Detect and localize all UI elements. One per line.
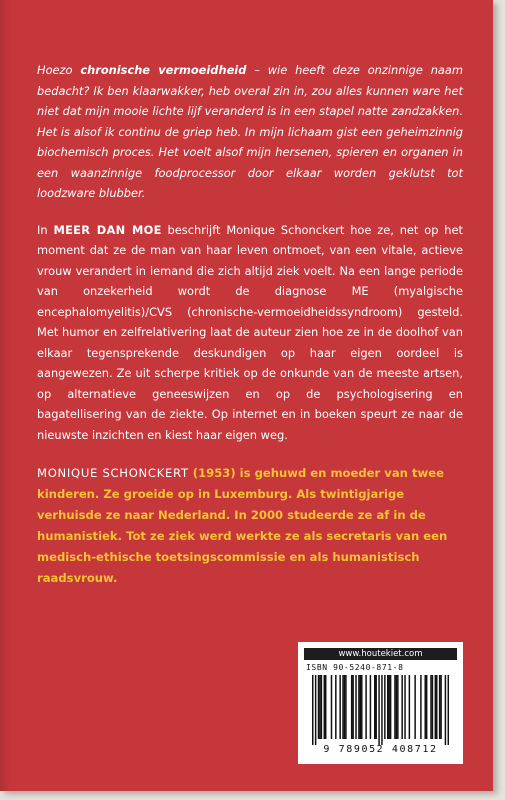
barcode-bar <box>324 675 325 739</box>
barcode-bar <box>387 675 388 739</box>
spine-shadow <box>0 0 10 791</box>
barcode-bar <box>361 675 362 739</box>
barcode-bar <box>397 675 398 739</box>
barcode-bar <box>388 675 389 739</box>
barcode-bar <box>424 675 425 739</box>
cover-text <box>37 60 463 589</box>
barcode-bar <box>401 675 402 739</box>
barcode-bar <box>325 675 326 739</box>
barcode-bar <box>319 675 320 739</box>
barcode-bar <box>430 675 431 739</box>
quote-intro: Hoezo <box>37 63 81 77</box>
barcode-bar <box>378 675 379 745</box>
barcode-bar <box>435 675 436 739</box>
description-intro: In <box>37 222 54 237</box>
author-name: MONIQUE SCHONCKERT <box>37 466 189 480</box>
barcode-bar <box>420 675 421 739</box>
barcode-bar <box>374 675 375 739</box>
description-rest: beschrijft Monique Schonckert hoe ze, net op het moment dat ze de man van haar leven ontmoet, van een vitale, actieve vrouw verandert in iemand die zich altijd ziek voelt. Na een lange periode van onzekerheid wordt de diagnose ME (myalgische encephalomyelitis)/CVS (chronische-vermoeidheidssyndroom) gesteld. Met humor en zelfrelativering laat de auteur zien hoe ze in de doolhof van elkaar tegensprekende deskundigen op haar eigen oordeel is aangewezen. Ze uit scherpe kritiek op de onkunde van de meeste artsen, op alternatieve geneeswijzen en op de psychologisering en bagatellisering van de ziekte. Op internet en in boeken speurt ze naar de nieuwste inzichten en kiest haar eigen weg. <box>37 222 463 442</box>
barcode-bar <box>351 675 352 739</box>
barcode-bar <box>439 675 440 739</box>
barcode-bar <box>335 675 336 739</box>
barcode-bar <box>394 675 395 739</box>
barcode-bar <box>414 675 415 739</box>
barcode-bar <box>315 675 316 745</box>
quote-term: chronische vermoeidheid <box>80 63 247 77</box>
barcode-bar <box>312 675 313 745</box>
barcode-bar <box>344 675 345 739</box>
barcode-bar <box>358 675 359 739</box>
book-title: MEER DAN MOE <box>53 222 162 237</box>
quote-rest: – wie heeft deze onzinnige naam bedacht? Ik ben klaarwakker, heb overal zin in, zou alles kunnen ware het niet dat mijn mooie lichte lijf veranderd is in een stapel natte zandzakken. Het is alsof ik continu de griep heb. In mijn lichaam gist een geheimzinnig biochemisch proces. Het voelt alsof mijn hersenen, spieren en organen in een waanzinnige foodprocessor door elkaar worden geklutst tot loodzware blubber. <box>37 63 463 200</box>
barcode-bar <box>432 675 433 739</box>
barcode-bar <box>396 675 397 739</box>
barcode-bar <box>440 675 441 739</box>
barcode-bar <box>375 675 376 739</box>
barcode-bar <box>409 675 410 739</box>
ean-number: 9 789052 408712 <box>323 744 438 755</box>
author-bio-text: (1953) is gehuwd en moeder van twee kinderen. Ze groeide op in Luxemburg. Als twintigjarige verhuisde ze naar Nederland. In 2000 studeerde ze af in de humanistiek. Tot ze ziek werd werkte ze als secretaris van een medisch-ethische toetsingscommissie en als humanistisch raadsvrouw. <box>37 466 448 585</box>
barcode-bar <box>345 675 346 739</box>
barcode-bar <box>445 675 446 745</box>
barcode-bar <box>352 675 353 739</box>
publisher-url: www.houtekiet.com <box>304 648 457 660</box>
barcode-bar <box>384 675 385 739</box>
barcode-bar <box>436 675 437 739</box>
opening-quote <box>37 60 463 204</box>
barcode-bar <box>355 675 356 739</box>
barcode-bar <box>342 675 343 739</box>
barcode-bar <box>331 675 332 739</box>
barcode-bar <box>448 675 449 745</box>
barcode-icon <box>312 675 449 745</box>
barcode-bar <box>370 675 371 739</box>
isbn-number: ISBN 90-5240-871-8 <box>306 663 404 672</box>
barcode-label <box>298 642 463 764</box>
barcode-bar <box>404 675 405 739</box>
barcode-bar <box>339 675 340 739</box>
barcode-bar <box>360 675 361 739</box>
barcode-bar <box>318 675 319 739</box>
author-bio <box>37 463 463 589</box>
barcode-bar <box>381 675 382 745</box>
barcode-bar <box>390 675 391 739</box>
book-description <box>37 220 463 446</box>
barcode-bar <box>365 675 366 739</box>
barcode-bar <box>426 675 427 739</box>
barcode-bar <box>321 675 322 739</box>
